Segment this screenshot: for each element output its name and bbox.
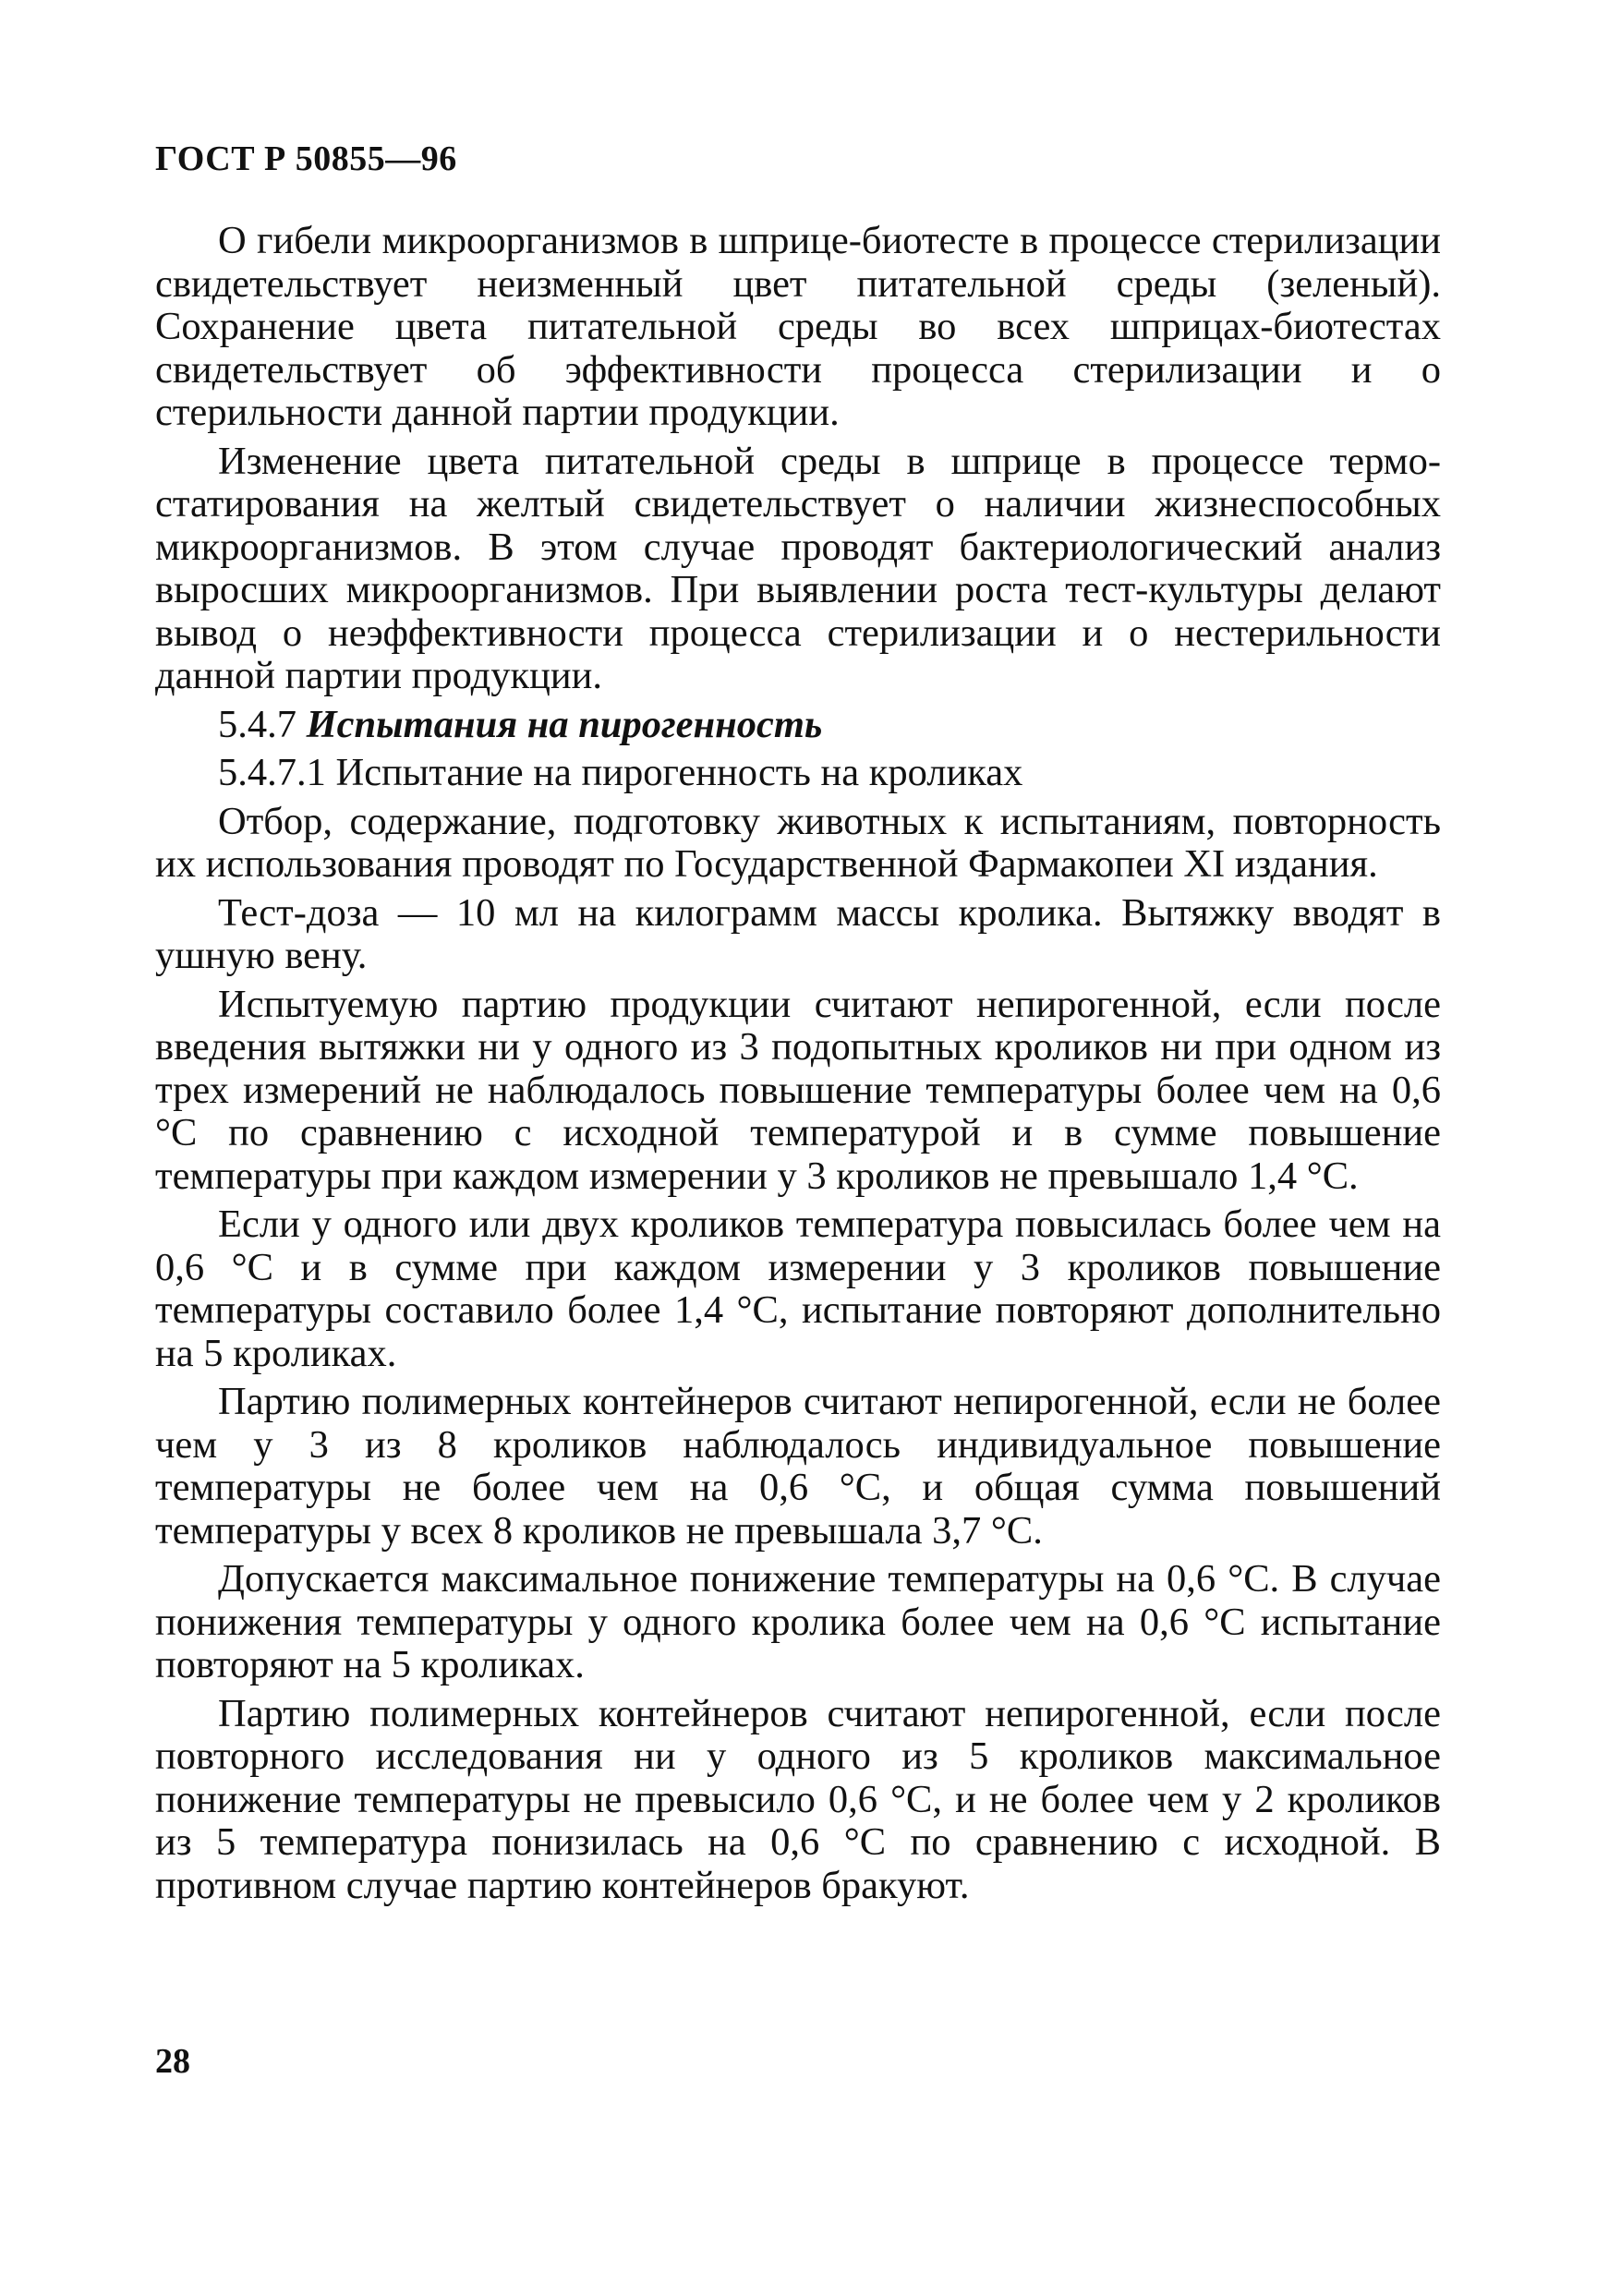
- subclause-heading: 5.4.7.1 Испытание на пирогенность на кроликах: [218, 751, 1023, 794]
- clause-heading: [155, 704, 1441, 747]
- clause-title: Испытания на пирогенность: [306, 702, 823, 746]
- clause-number: 5.4.7: [218, 702, 296, 746]
- paragraph: Партию полимерных контейнеров считают непирогенной, если после повторного исследования ни у одного из 5 кроликов максимальное понижение температуры не превысило 0,6 °С, и не более чем у 2 кроликов из 5 температура понизилась на 0,6 °С по сравнению с исходной. В противном случае партию контейнеров бракуют.: [155, 1691, 1441, 1907]
- paragraph: Отбор, содержание, подготовку животных к испытаниям, повторность их использования проводят по Государственной Фармакопеи XI издания.: [155, 799, 1441, 886]
- paragraph: Испытуемую партию продукции считают непирогенной, если после введения вытяжки ни у одного из 3 подопытных кроликов ни при одном из трех измерений не наблюдалось повышение температуры более чем на 0,6 °С по сравнению с исходной температурой и в сумме повышение температуры при каждом измерении у 3 кроликов не превышало 1,4 °С.: [155, 982, 1441, 1198]
- paragraph: Изменение цвета питательной среды в шприце в процессе термостатирования на желтый свидетельствует о наличии жизнеспособных микроорганизмов. В этом случае проводят бактериологический анализ выросших микроорганизмов. При выявлении роста тест-культуры делают вывод о неэффективности процесса стерилизации и о нестерильности данной партии продукции.: [155, 439, 1441, 697]
- page-number: 28: [155, 2042, 190, 2081]
- paragraph: О гибели микроорганизмов в шприце-биотесте в процессе стерилизации свидетельствует неизменный цвет питательной среды (зеленый). Сохранение цвета питательной среды во всех шприцах-биотестах свидетельствует об эффективности процесса стерилизации и о стерильности данной партии продукции.: [155, 219, 1441, 434]
- paragraph: Если у одного или двух кроликов температура повысилась более чем на 0,6 °С и в сумме при каждом измерении у 3 кроликов повышение температуры составило более 1,4 °С, испытание повторяют дополнительно на 5 кроликах.: [155, 1202, 1441, 1375]
- document-header: ГОСТ Р 50855—96: [155, 139, 457, 178]
- document-body: [155, 220, 1441, 1913]
- paragraph: Тест-доза — 10 мл на килограмм массы кролика. Вытяжку вводят в ушную вену.: [155, 890, 1441, 977]
- paragraph: Партию полимерных контейнеров считают непирогенной, если не более чем у 3 из 8 кроликов наблюдалось индивидуальное повышение температуры не более чем на 0,6 °С, и общая сумма повышений температуры у всех 8 кроликов не превышала 3,7 °С.: [155, 1380, 1441, 1553]
- paragraph: Допускается максимальное понижение температуры на 0,6 °С. В случае понижения температуры у одного кролика более чем на 0,6 °С испытание повторяют на 5 кроликах.: [155, 1557, 1441, 1686]
